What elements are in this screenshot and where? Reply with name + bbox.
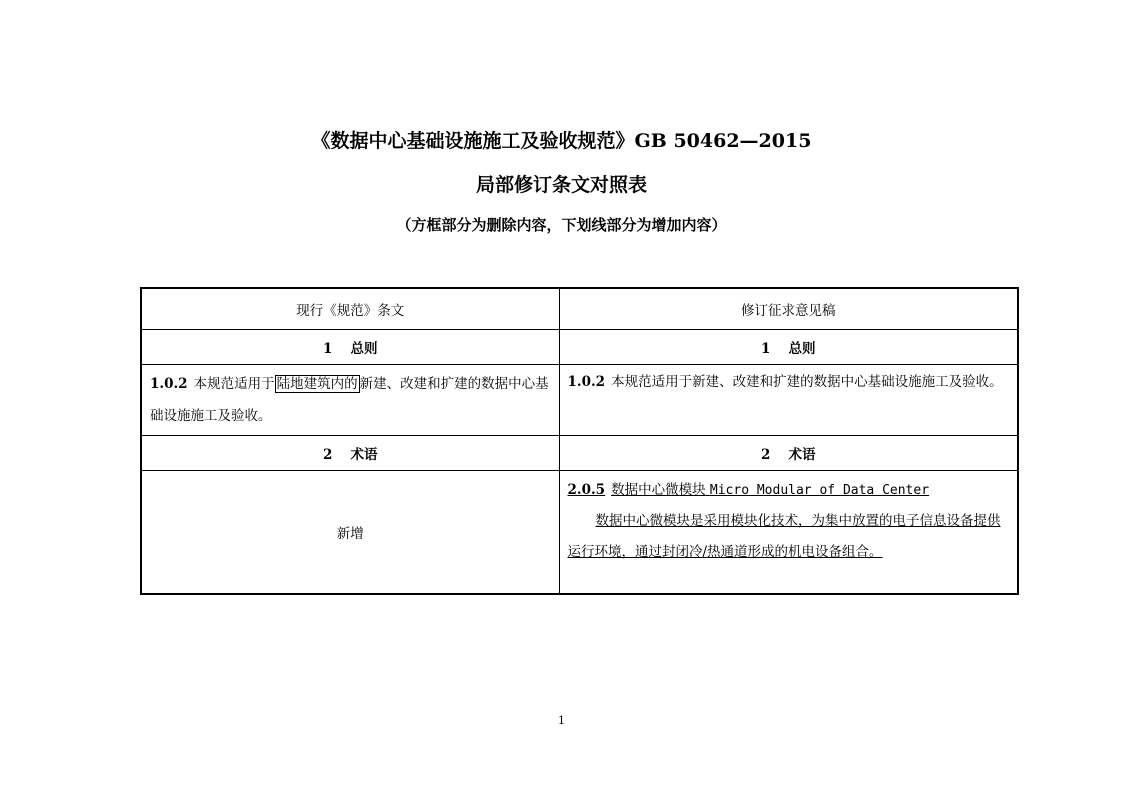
clause-number: 1.0.2 (150, 376, 188, 392)
section-title: 总则 (788, 341, 816, 357)
document-title: 《数据中心基础设施施工及验收规范》GB 50462—2015 (311, 130, 812, 152)
table-row (141, 471, 1018, 595)
clause-text-before: 本规范适用于 (193, 376, 275, 392)
comparison-table (140, 287, 1019, 595)
section-cell-left (141, 436, 559, 471)
current-clause-new: 新增 (141, 471, 559, 595)
term-chinese: 数据中心微模块 (611, 482, 706, 498)
current-clause-1-0-2 (141, 365, 559, 436)
added-definition: 数据中心微模块是采用模块化技术，为集中放置的电子信息设备提供运行环境，通过封闭冷/热通道形成的机电设备组合。 (567, 513, 1001, 560)
term-english: Micro Modular of Data Center (709, 483, 930, 498)
table-row (141, 365, 1018, 436)
section-title: 术语 (350, 447, 378, 463)
header-revision-draft: 修订征求意见稿 (559, 288, 1018, 330)
clause-text: 本规范适用于新建、改建和扩建的数据中心基础设施施工及验收。 (611, 374, 1003, 390)
section-number: 1 (323, 341, 333, 357)
document-note: （方框部分为删除内容，下划线部分为增加内容） (396, 216, 727, 234)
section-cell-right (559, 330, 1018, 365)
clause-text-after: 新建、改建和扩建的数据中心基础设施施工及验收。 (150, 376, 549, 424)
table-header-row (141, 288, 1018, 330)
revised-clause-1-0-2 (559, 365, 1018, 436)
clause-number: 2.0.5 (567, 482, 606, 498)
section-cell-left (141, 330, 559, 365)
clause-number: 1.0.2 (567, 374, 606, 390)
page-number: 1 (558, 714, 565, 727)
section-number: 2 (323, 447, 333, 463)
section-row-terms (141, 436, 1018, 471)
section-row-general (141, 330, 1018, 365)
section-number: 2 (761, 447, 771, 463)
section-cell-right (559, 436, 1018, 471)
section-title: 术语 (788, 447, 816, 463)
header-current-clause: 现行《规范》条文 (141, 288, 559, 330)
section-title: 总则 (350, 341, 378, 357)
revised-clause-2-0-5 (559, 471, 1018, 595)
section-number: 1 (761, 341, 771, 357)
deleted-text: 陆地建筑内的 (276, 376, 358, 392)
added-term-line (568, 482, 930, 498)
document-subtitle: 局部修订条文对照表 (475, 174, 647, 196)
